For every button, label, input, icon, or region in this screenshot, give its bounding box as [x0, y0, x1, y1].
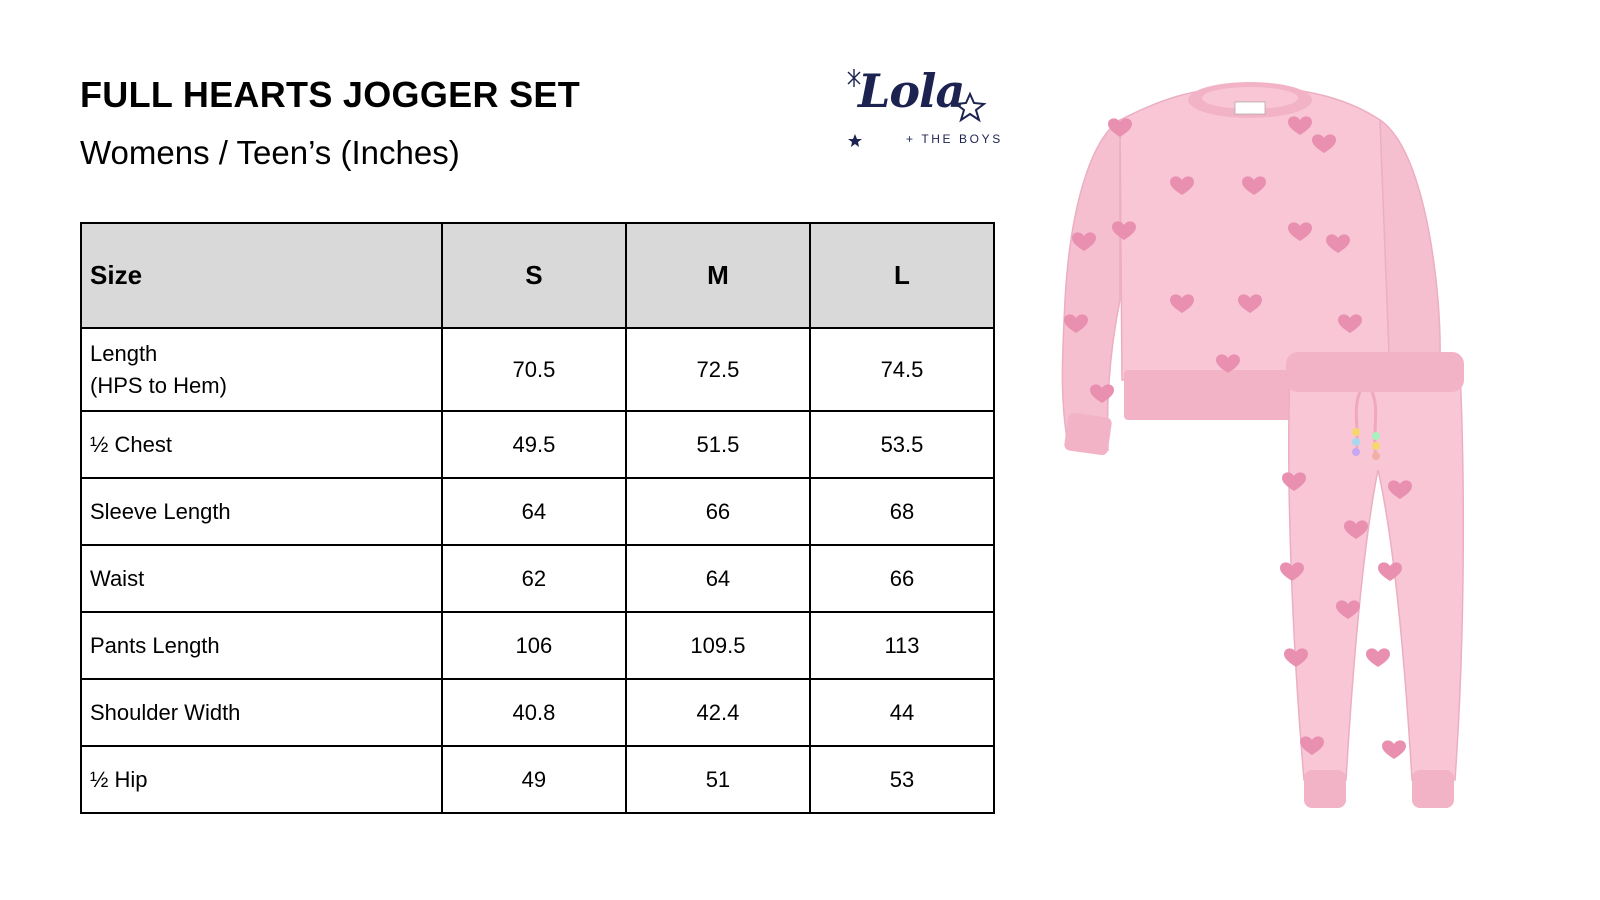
- cell-value: 49.5: [442, 411, 626, 478]
- cell-value: 53: [810, 746, 994, 813]
- cell-value: 109.5: [626, 612, 810, 679]
- page-subtitle: Womens / Teen’s (Inches): [80, 134, 460, 171]
- cell-value: 66: [810, 545, 994, 612]
- cell-value: 68: [810, 478, 994, 545]
- page-title: FULL HEARTS JOGGER SET: [80, 74, 580, 115]
- header-size-m: M: [626, 223, 810, 328]
- header-size-label: Size: [81, 223, 442, 328]
- size-table: [80, 222, 995, 814]
- row-label: ½ Hip: [81, 746, 442, 813]
- cell-value: 64: [626, 545, 810, 612]
- cell-value: 64: [442, 478, 626, 545]
- row-label: Sleeve Length: [81, 478, 442, 545]
- table-row: [81, 679, 994, 746]
- logo-script-text: Lola: [858, 64, 965, 118]
- star-icon: [848, 134, 862, 147]
- heart-icon: [1366, 648, 1390, 667]
- cell-value: 53.5: [810, 411, 994, 478]
- cell-value: 66: [626, 478, 810, 545]
- table-row: [81, 328, 994, 411]
- brand-logo: [840, 62, 1006, 158]
- logo-tagline: + THE BOYS: [906, 132, 1003, 146]
- row-label-line1: Length: [90, 340, 158, 366]
- product-image-jogger-set: [1060, 80, 1520, 830]
- cell-value: 40.8: [442, 679, 626, 746]
- cell-value: 51: [626, 746, 810, 813]
- table-header-row: [81, 223, 994, 328]
- row-label-line2: (HPS to Hem): [90, 372, 227, 398]
- header-size-l: L: [810, 223, 994, 328]
- header-size-s: S: [442, 223, 626, 328]
- row-label: Waist: [81, 545, 442, 612]
- table-row: [81, 746, 994, 813]
- table-row: [81, 612, 994, 679]
- cell-value: 62: [442, 545, 626, 612]
- table-row: [81, 411, 994, 478]
- cell-value: 113: [810, 612, 994, 679]
- cell-value: 106: [442, 612, 626, 679]
- cell-value: 49: [442, 746, 626, 813]
- row-label: [81, 328, 442, 411]
- cell-value: 72.5: [626, 328, 810, 411]
- cell-value: 44: [810, 679, 994, 746]
- table-row: [81, 478, 994, 545]
- cell-value: 42.4: [626, 679, 810, 746]
- cell-value: 51.5: [626, 411, 810, 478]
- table-row: [81, 545, 994, 612]
- heart-icon: [1382, 740, 1406, 759]
- row-label: ½ Chest: [81, 411, 442, 478]
- cell-value: 70.5: [442, 328, 626, 411]
- row-label: Shoulder Width: [81, 679, 442, 746]
- cell-value: 74.5: [810, 328, 994, 411]
- row-label: Pants Length: [81, 612, 442, 679]
